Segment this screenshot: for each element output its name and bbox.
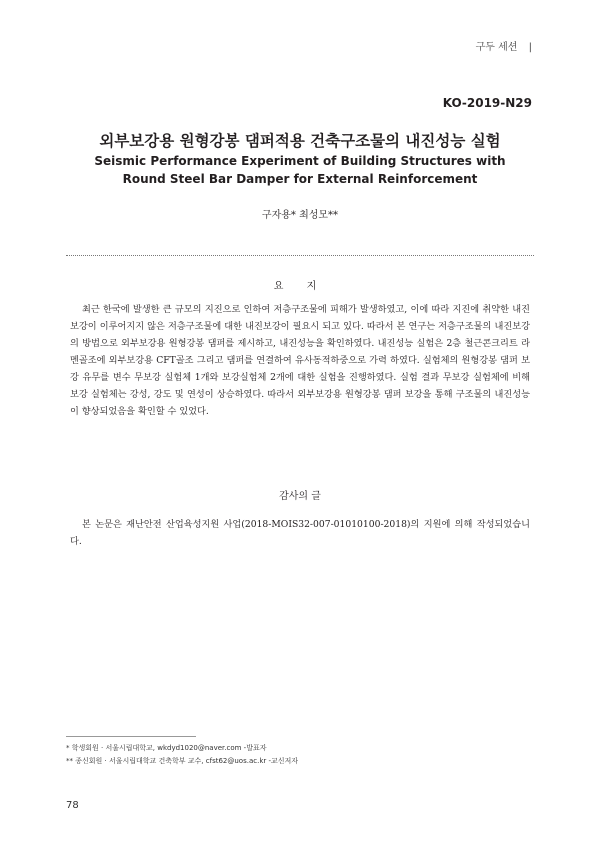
- acknowledgment-heading: 감사의 글: [279, 491, 321, 502]
- header-separator: |: [528, 42, 532, 53]
- footnote-rule: [66, 736, 196, 737]
- section-divider: [66, 255, 534, 256]
- english-title-line-1: Seismic Performance Experiment of Building Structures with: [94, 154, 506, 168]
- footnote-1: * 학생회원 · 서울시립대학교, wkdyd1020@naver.com -발표자: [66, 744, 267, 752]
- footnote-2: ** 종신회원 · 서울시립대학교 건축학부 교수, cfst62@uos.ac.kr -교신저자: [66, 757, 299, 765]
- session-label: 구두 세션: [475, 42, 518, 53]
- abstract-heading: 요 지: [273, 281, 327, 292]
- acknowledgment-body: 본 논문은 재난안전 산업육성지원 사업(2018-MOIS32-007-01010100-2018)의 지원에 의해 작성되었습니다.: [70, 519, 530, 547]
- page-number: 78: [66, 800, 79, 811]
- paper-code: KO-2019-N29: [442, 96, 532, 110]
- english-title: [0, 152, 600, 188]
- authors: 구자용* 최성모**: [261, 210, 339, 221]
- abstract-body: 최근 한국에 발생한 큰 규모의 지진으로 인하여 저층구조물에 피해가 발생하였고, 이에 따라 지진에 취약한 내진보강이 이루어지지 않은 저층구조물에 대한 내진보강이 필요시 되고 있다. 따라서 본 연구는 저층구조물의 내진보강의 방법으로 외부보강용 원형강봉 댐퍼를 제시하고, 내진성능을 확인하였다. 내진성능 실험은 2층 철근콘크리트 라멘골조에 외부보강용 CFT골조 그리고 댐퍼를 연결하여 유사동적하중으로 가력 하였다. 실험체의 원형강봉 댐퍼 보강 유무를 변수 무보강 실험체 1개와 보강실험체 2개에 대한 실험을 진행하였다. 실험 결과 무보강 실험체에 비해 보강 실험체는 강성, 강도 및 연성이 상승하였다. 따라서 외부보강용 원형강봉 댐퍼 보강을 통해 구조물의 내진성능이 향상되었음을 확인할 수 있었다.: [70, 304, 530, 417]
- running-header: [476, 38, 532, 53]
- korean-title: 외부보강용 원형강봉 댐퍼적용 건축구조물의 내진성능 실험: [99, 132, 501, 150]
- english-title-line-2: Round Steel Bar Damper for External Reinforcement: [122, 172, 478, 186]
